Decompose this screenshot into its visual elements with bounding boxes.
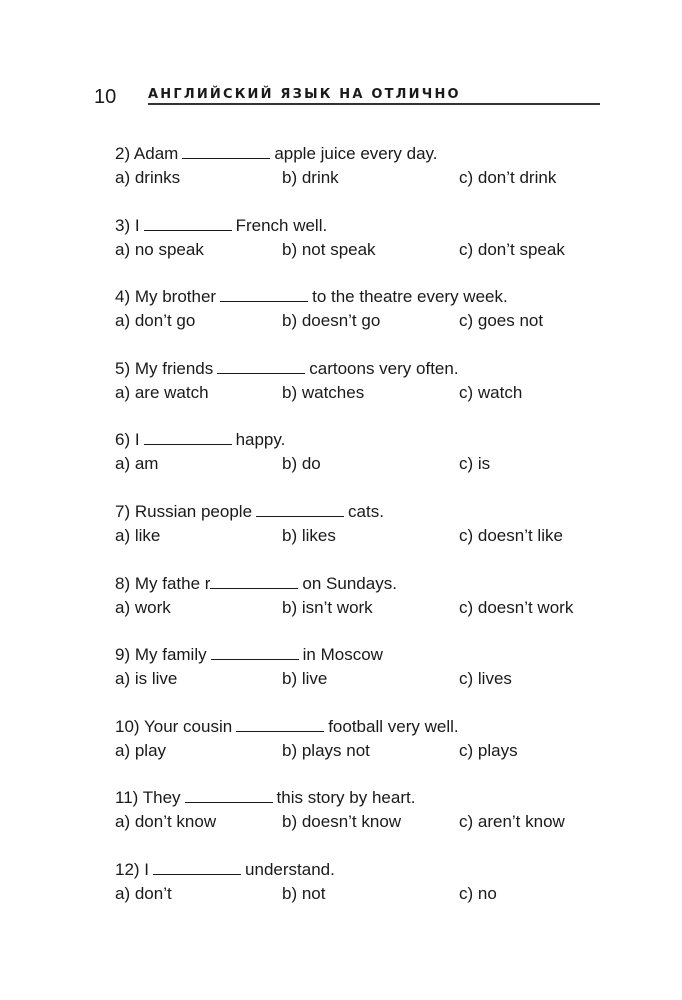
- answer-options: [115, 883, 615, 905]
- question-11: [115, 787, 615, 859]
- header-rule: [148, 103, 600, 105]
- stem-start: 6) I: [115, 430, 140, 450]
- question-6: [115, 429, 615, 501]
- question-10: [115, 716, 615, 788]
- stem-start: 11) They: [115, 788, 181, 808]
- question-stem: [115, 286, 508, 308]
- running-title: АНГЛИЙСКИЙ ЯЗЫК НА ОТЛИЧНО: [148, 87, 461, 102]
- answer-options: [115, 597, 615, 619]
- answer-blank: [144, 216, 232, 231]
- stem-start: 9) My family: [115, 645, 207, 665]
- stem-start: 7) Russian people: [115, 501, 253, 521]
- question-3: [115, 215, 615, 287]
- stem-start: 5) My friends: [115, 358, 214, 378]
- answer-options: [115, 239, 615, 261]
- answer-blank: [236, 717, 324, 732]
- option-a: a) work: [115, 597, 171, 617]
- stem-end: this story by heart.: [276, 788, 416, 808]
- question-stem: [115, 429, 285, 451]
- stem-end: cats.: [348, 501, 384, 521]
- stem-start: 3) I: [115, 215, 140, 235]
- option-a: a) am: [115, 454, 159, 474]
- question-2: [115, 143, 615, 215]
- question-stem: [115, 215, 327, 237]
- option-a: a) don’t: [115, 883, 172, 903]
- option-c: c) don’t speak: [459, 239, 565, 259]
- option-a: a) don’t know: [115, 812, 217, 832]
- stem-start: 12) I: [115, 859, 150, 879]
- option-b: b) do: [282, 454, 321, 474]
- stem-end: to the theatre every week.: [312, 287, 508, 307]
- option-a: a) is live: [115, 669, 178, 689]
- option-c: c) doesn’t like: [459, 525, 563, 545]
- stem-end: understand.: [245, 859, 335, 879]
- question-7: [115, 501, 615, 573]
- question-stem: [115, 787, 415, 809]
- answer-options: [115, 740, 615, 762]
- option-a: a) like: [115, 525, 161, 545]
- question-stem: [115, 716, 459, 738]
- option-b: b) watches: [282, 382, 365, 402]
- option-c: c) watch: [459, 382, 523, 402]
- stem-end: cartoons very often.: [309, 358, 459, 378]
- answer-blank: [144, 430, 232, 445]
- option-a: a) no speak: [115, 239, 204, 259]
- page-header: [90, 84, 600, 108]
- stem-start: 8) My fathe r: [115, 573, 211, 593]
- option-c: c) don’t drink: [459, 168, 557, 187]
- answer-blank: [153, 860, 241, 875]
- option-b: b) drink: [282, 168, 339, 187]
- answer-blank: [220, 287, 308, 302]
- answer-blank: [211, 645, 299, 660]
- option-c: c) lives: [459, 669, 512, 689]
- question-stem: [115, 501, 384, 523]
- option-c: c) doesn’t work: [459, 597, 574, 617]
- question-stem: [115, 358, 459, 380]
- answer-options: [115, 811, 615, 833]
- stem-end: apple juice every day.: [274, 144, 438, 163]
- stem-end: French well.: [235, 215, 328, 235]
- option-b: b) doesn’t go: [282, 311, 381, 331]
- answer-options: [115, 525, 615, 547]
- option-b: b) likes: [282, 525, 336, 545]
- stem-start: 10) Your cousin: [115, 716, 233, 736]
- option-b: b) not: [282, 883, 326, 903]
- option-c: c) plays: [459, 740, 518, 760]
- stem-end: happy.: [235, 430, 286, 450]
- page-number: 10: [94, 86, 117, 108]
- option-a: a) are watch: [115, 382, 209, 402]
- stem-start: 2) Adam: [115, 144, 179, 163]
- option-c: c) no: [459, 883, 497, 903]
- answer-blank: [182, 144, 270, 159]
- stem-end: on Sundays.: [302, 573, 397, 593]
- answer-options: [115, 310, 615, 332]
- option-c: c) aren’t know: [459, 812, 565, 832]
- answer-blank: [217, 359, 305, 374]
- question-stem: [115, 143, 437, 165]
- option-a: a) play: [115, 740, 167, 760]
- question-8: [115, 573, 615, 645]
- answer-options: [115, 382, 615, 404]
- stem-end: football very well.: [328, 716, 459, 736]
- question-5: [115, 358, 615, 430]
- question-stem: [115, 573, 397, 595]
- answer-options: [115, 668, 615, 690]
- answer-blank: [256, 502, 344, 517]
- question-stem: [115, 859, 335, 881]
- option-b: b) not speak: [282, 239, 376, 259]
- option-b: b) live: [282, 669, 328, 689]
- answer-options: [115, 453, 615, 475]
- option-b: b) plays not: [282, 740, 370, 760]
- stem-end: in Moscow: [302, 645, 383, 665]
- option-a: a) don’t go: [115, 311, 196, 331]
- stem-start: 4) My brother: [115, 287, 217, 307]
- option-b: b) isn’t work: [282, 597, 373, 617]
- answer-blank: [210, 574, 298, 589]
- question-12: [115, 859, 615, 931]
- exercise-list: [115, 143, 615, 931]
- option-c: c) goes not: [459, 311, 544, 331]
- question-4: [115, 286, 615, 358]
- answer-blank: [185, 788, 273, 803]
- answer-options: [115, 167, 615, 189]
- option-c: c) is: [459, 454, 491, 474]
- question-stem: [115, 644, 383, 666]
- option-b: b) doesn’t know: [282, 812, 402, 832]
- option-a: a) drinks: [115, 168, 181, 187]
- question-9: [115, 644, 615, 716]
